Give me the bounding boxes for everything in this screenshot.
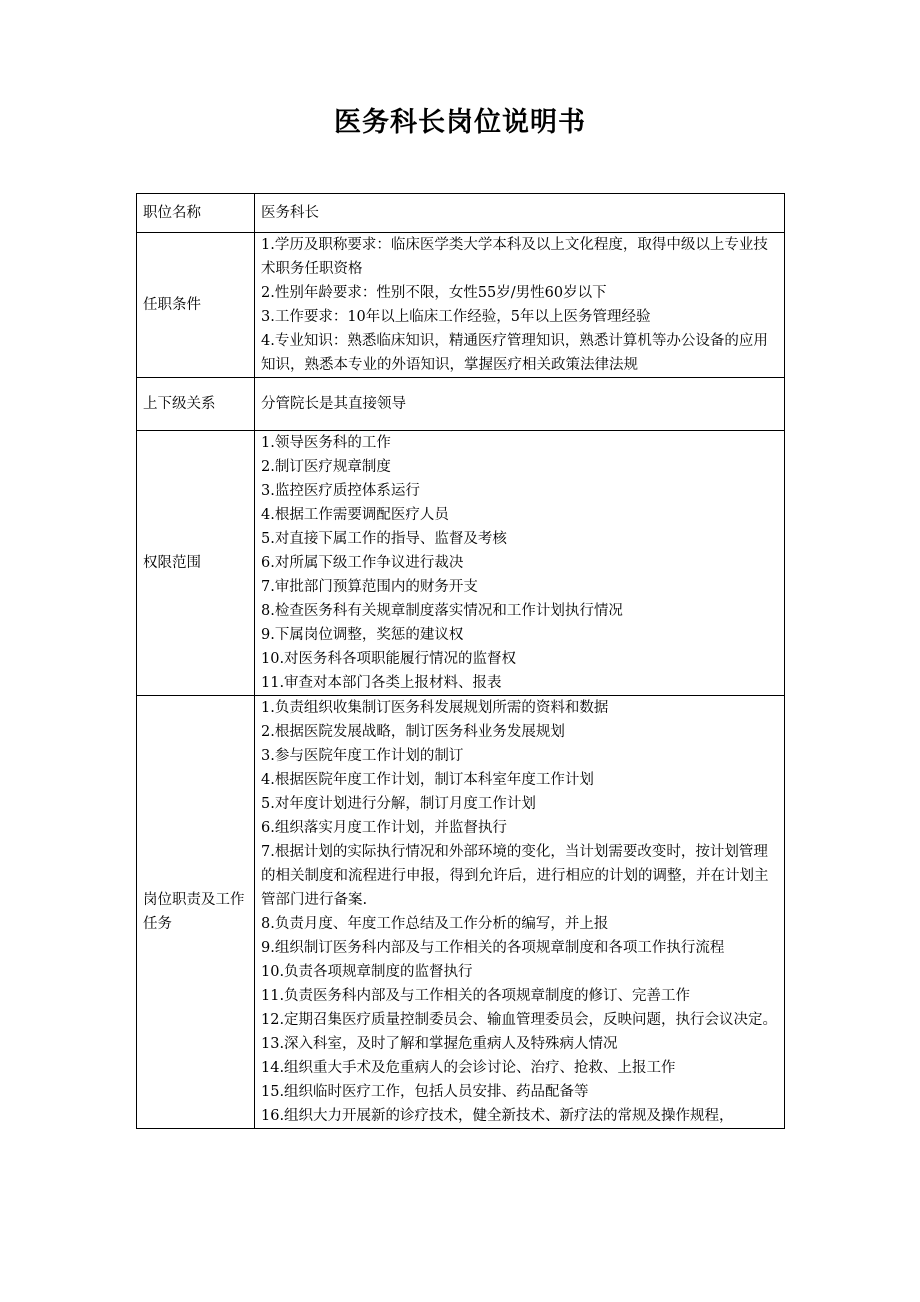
- list-item: 3.监控医疗质控体系运行: [261, 483, 420, 499]
- list-item: 7.根据计划的实际执行情况和外部环境的变化，当计划需要改变时，按计划管理的相关制度和流程进行申报，得到允许后，进行相应的计划的调整，并在计划主管部门进行备案.: [261, 844, 769, 908]
- table-row-requirements: [137, 233, 785, 378]
- list-item: 7.审批部门预算范围内的财务开支: [261, 579, 478, 595]
- relations-label: 上下级关系: [137, 378, 255, 431]
- list-item: 15.组织临时医疗工作，包括人员安排、药品配备等: [261, 1084, 589, 1100]
- requirements-label: 任职条件: [137, 233, 255, 378]
- list-item: 1.领导医务科的工作: [261, 435, 391, 451]
- duties-content: [255, 696, 785, 1129]
- list-item: 5.对年度计划进行分解，制订月度工作计划: [261, 796, 536, 812]
- list-item: 4.专业知识：熟悉临床知识，精通医疗管理知识，熟悉计算机等办公设备的应用知识，熟悉本专业的外语知识，掌握医疗相关政策法律法规: [261, 333, 768, 373]
- requirements-content: [255, 233, 785, 378]
- list-item: 10.负责各项规章制度的监督执行: [261, 964, 473, 980]
- list-item: 3.参与医院年度工作计划的制订: [261, 748, 464, 764]
- list-item: 4.根据医院年度工作计划，制订本科室年度工作计划: [261, 772, 594, 788]
- relations-value: 分管院长是其直接领导: [255, 378, 785, 431]
- page-title: 医务科长岗位说明书: [334, 107, 586, 138]
- list-item: 16.组织大力开展新的诊疗技术，健全新技术、新疗法的常规及操作规程，: [261, 1108, 734, 1124]
- list-item: 8.负责月度、年度工作总结及工作分析的编写，并上报: [261, 916, 609, 932]
- list-item: 1.学历及职称要求：临床医学类大学本科及以上文化程度，取得中级以上专业技术职务任职资格: [261, 237, 768, 277]
- table-row-position: [137, 194, 785, 233]
- table-row-relations: [137, 378, 785, 431]
- list-item: 14.组织重大手术及危重病人的会诊讨论、治疗、抢救、上报工作: [261, 1060, 676, 1076]
- list-item: 10.对医务科各项职能履行情况的监督权: [261, 651, 517, 667]
- list-item: 2.制订医疗规章制度: [261, 459, 391, 475]
- position-value: 医务科长: [255, 194, 785, 233]
- list-item: 11.审查对本部门各类上报材料、报表: [261, 675, 502, 691]
- authority-label: 权限范围: [137, 431, 255, 696]
- list-item: 5.对直接下属工作的指导、监督及考核: [261, 531, 507, 547]
- list-item: 1.负责组织收集制订医务科发展规划所需的资料和数据: [261, 700, 609, 716]
- duties-label: 岗位职责及工作任务: [137, 696, 255, 1129]
- list-item: 6.对所属下级工作争议进行裁决: [261, 555, 464, 571]
- list-item: 12.定期召集医疗质量控制委员会、输血管理委员会，反映问题，执行会议决定。: [261, 1012, 778, 1028]
- position-label: 职位名称: [137, 194, 255, 233]
- list-item: 3.工作要求：10年以上临床工作经验，5年以上医务管理经验: [261, 309, 651, 325]
- table-row-authority: [137, 431, 785, 696]
- list-item: 13.深入科室，及时了解和掌握危重病人及特殊病人情况: [261, 1036, 618, 1052]
- list-item: 8.检查医务科有关规章制度落实情况和工作计划执行情况: [261, 603, 623, 619]
- list-item: 9.下属岗位调整，奖惩的建议权: [261, 627, 464, 643]
- authority-content: [255, 431, 785, 696]
- list-item: 2.性别年龄要求：性别不限，女性55岁/男性60岁以下: [261, 285, 607, 301]
- list-item: 6.组织落实月度工作计划，并监督执行: [261, 820, 507, 836]
- list-item: 4.根据工作需要调配医疗人员: [261, 507, 449, 523]
- list-item: 9.组织制订医务科内部及与工作相关的各项规章制度和各项工作执行流程: [261, 940, 725, 956]
- list-item: 2.根据医院发展战略，制订医务科业务发展规划: [261, 724, 565, 740]
- job-description-table: [136, 193, 785, 1129]
- list-item: 11.负责医务科内部及与工作相关的各项规章制度的修订、完善工作: [261, 988, 691, 1004]
- table-row-duties: [137, 696, 785, 1129]
